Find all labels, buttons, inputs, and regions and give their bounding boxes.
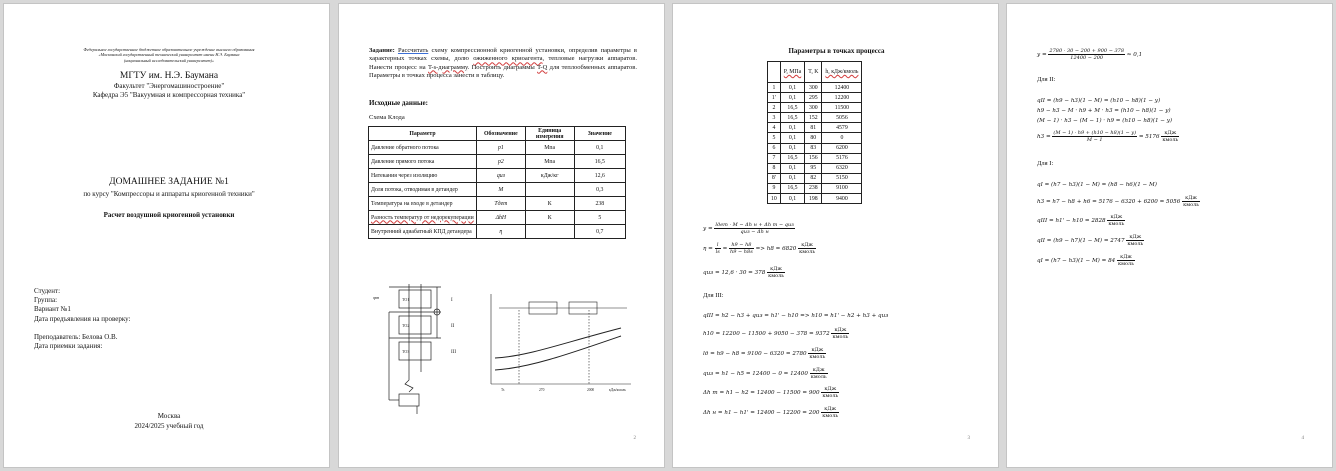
formula-y-denominator: qиз − Δh н [740,229,769,235]
formula-I-1 [1037,182,1157,189]
header-point [768,62,781,83]
unit-den: кмоль [832,334,849,340]
cell-point: 8' [768,173,781,183]
cell-point: 1' [768,93,781,103]
formula-II-3-text: (M − 1) · h3 − (M − 1) · h9 = (h10 − h8)(1 − y) [1037,118,1173,124]
unit-den: кмоль [822,413,839,419]
formula-II-4-num: (M − 1) · h9 + (h10 − h8)(1 − y) [1053,130,1137,136]
cell-temperature: 295 [805,93,822,103]
param-symbol: ΔhН [476,211,525,225]
table-row [768,173,862,183]
table-row [768,93,862,103]
formula-II-1 [1037,98,1160,105]
unit-fraction [810,367,828,380]
university-block [38,71,300,99]
param-value: 0,7 [574,225,625,239]
page-number: 2 [633,436,636,441]
org-line-1: Федеральное государственное бюджетное образовательное учреждение высшего образования [83,47,255,52]
cell-enthalpy: 12200 [822,93,862,103]
param-value: 0,3 [574,183,625,197]
department: Кафедра Э5 "Вакуумная и компрессорная техника" [92,90,246,99]
task-word: Рассчитать [397,47,429,54]
formula-III-2-text: h10 = 12200 − 11500 + 9050 − 378 = 9372 [703,331,830,337]
header-parameter: Параметр [369,127,477,141]
cell-point: 6 [768,143,781,153]
cell-temperature: 80 [805,133,822,143]
table-row [369,155,626,169]
unit-num: кДж [1182,195,1200,202]
formula-I-4 [1037,234,1144,247]
cell-temperature: 198 [805,194,822,204]
cell-enthalpy: 5150 [822,173,862,183]
table-header-row [768,62,862,83]
unit-fraction [1182,195,1200,208]
table-row [369,225,626,239]
unit-fraction [1126,234,1144,247]
t-q-chart [491,294,631,384]
formula-III-3-text: lд = h9 − h8 = 9100 − 6320 = 2780 [703,351,807,357]
work-title: Расчет воздушной криогенной установки [103,211,235,219]
unit-den: кмоль [810,374,827,380]
formula-eta-num-2: h9 − h8 [729,242,754,249]
points-table [767,61,862,204]
cell-temperature: 300 [805,103,822,113]
formula-III-6 [703,406,839,419]
formula-y-lhs: y = [1037,52,1047,58]
formula-I-5 [1037,254,1135,267]
points-table-title: Параметры в точках процесса [788,47,885,55]
formula-I-3-text: qIII = h1' − h10 = 2828 [1037,218,1106,224]
unit-fraction [821,406,839,419]
date-submit-label: Дата предъявления на проверку: [34,314,131,323]
param-name: Доля потока, отводимая в детандер [369,183,477,197]
unit-num: кДж [1126,234,1144,241]
unit-den: кмоль [1127,241,1144,247]
param-symbol: p2 [476,155,525,169]
formula-eta-den-2: h9 − h8s [730,249,753,255]
table-row [768,183,862,193]
cell-temperature: 95 [805,163,822,173]
cell-point: 3 [768,113,781,123]
cell-point: 10 [768,194,781,204]
unit-den: кмоль [799,249,816,255]
header-symbol: Обозначение [476,127,525,141]
param-value: 5 [574,211,625,225]
param-name: Разность температур от недорекуперации [369,211,477,225]
header-unit: Единица измерения [525,127,574,141]
formula-III-3 [703,347,826,360]
formula-III-4-text: qиз = h1 − h5 = 12400 − 0 = 12400 [703,371,808,377]
unit-den: кмоль [809,354,826,360]
formula-III-5 [703,386,839,399]
cell-temperature: 83 [805,143,822,153]
cell-pressure: 16,5 [780,183,804,193]
formula-II-4-fraction [1052,130,1137,143]
unit-fraction [767,266,785,279]
task-text-c: . Построить диаграммы [467,63,538,71]
formula-I-3 [1037,214,1125,227]
roman-2: II [451,324,455,329]
footer-block [24,412,314,431]
param-unit: кДж/кг [525,169,574,183]
chart-x-unit: кДж/кмоль [609,388,626,392]
table-header-row [369,127,626,141]
cell-enthalpy: 6320 [822,163,862,173]
org-line-3: (национальный исследовательский университет)» [123,57,215,63]
he3-label: ТО3 [402,349,410,354]
initial-data-heading: Исходные данные: [369,99,428,107]
cell-pressure: 0,1 [780,93,804,103]
page-2 [338,3,665,468]
formula-II-1-text: qII = (h9 − h3)(1 − M) = (h10 − h8)(1 − y) [1037,98,1161,104]
param-value: 12,6 [574,169,625,183]
task-text-b: , тепловые нагрузки аппаратов. Нанести процесс на [369,55,637,71]
cell-pressure: 16,5 [780,113,804,123]
formula-I-1-text: qI = (h7 − h3)(1 − M) = (h8 − h6)(1 − M) [1037,182,1157,188]
table-row [768,143,862,153]
unit-fraction [1161,130,1179,143]
cell-enthalpy: 5176 [822,153,862,163]
unit-num: кДж [767,266,785,273]
roman-3: III [451,350,456,355]
chart-line-lower [495,336,621,370]
header-pressure: P, МПа [780,62,804,83]
unit-fraction [1107,214,1125,227]
table-row [768,123,862,133]
cell-pressure: 0,1 [780,143,804,153]
cell-enthalpy: 9100 [822,183,862,193]
param-unit: К [525,211,574,225]
formula-III-6-text: Δh н = h1 − h1' = 12400 − 12200 = 200 [703,410,820,416]
cell-temperature: 81 [805,123,822,133]
cell-pressure: 0,1 [780,163,804,173]
table-row [768,194,862,204]
formula-y-denominator: 12400 − 200 [1070,55,1104,61]
unit-den: кмоль [822,393,839,399]
task-wavy-2: T-s-диаграмму [428,63,468,71]
date-accept-label: Дата приемки задания: [34,342,103,351]
scheme-drawing [389,284,441,414]
unit-fraction [831,327,849,340]
formula-II-4-lhs: h3 = [1037,134,1051,140]
param-symbol: Tдет [476,197,525,211]
formula-y-numerator: lдет · M − Δh н + Δh т − qиз [715,222,794,228]
formula-II-3 [1037,118,1172,125]
formula-II-2 [1037,108,1171,115]
formula-eta-fraction-1 [715,242,721,255]
formula-III-2 [703,327,849,340]
cell-pressure: 0,1 [780,173,804,183]
formula-I-5-text: qI = (h7 − h3)(1 − M) = 84 [1037,258,1116,264]
cell-temperature: 300 [805,83,822,93]
document-title: ДОМАШНЕЕ ЗАДАНИЕ №1 [109,177,229,187]
unit-num: кДж [798,242,816,249]
formula-eta-num-1: l [715,242,721,249]
param-unit: К [525,197,574,211]
table-row [768,133,862,143]
param-name: Внутренний адиабатный КПД детандера [369,225,477,239]
cell-enthalpy: 11500 [822,103,862,113]
formula-III-5-text: Δh т = h1 − h2 = 12400 − 11500 = 900 [703,390,820,396]
academic-year: 2024/2025 учебный год [134,421,204,430]
table-row [768,103,862,113]
task-wavy-1: ожиженного криоагента [473,55,543,63]
formula-II-4-den: M − 1 [1086,137,1103,143]
course-name: по курсу "Компрессоры и аппараты криогенной техники" [83,189,255,198]
unit-den: кмоль [1183,202,1200,208]
formula-y-fraction [1048,48,1125,61]
unit-num: кДж [808,347,826,354]
formula-II-4 [1037,130,1179,143]
task-text-d: для теплообменных аппаратов. Параметры в точках процесса занести в таблицу. [369,63,637,79]
formula-qiz-text: qиз = 12,6 · 30 = 378 [703,270,766,276]
param-unit [525,225,574,239]
table-row [369,183,626,197]
formula-eta-fraction-2 [729,242,754,255]
param-symbol: η [476,225,525,239]
q-ext-label: qвн [373,295,380,300]
param-name: Натекания через изоляцию [369,169,477,183]
unit-num: кДж [821,386,839,393]
param-value: 0,1 [574,141,625,155]
scheme-label: Схема Клода [369,114,405,121]
unit-fraction [1117,254,1135,267]
cell-pressure: 0,1 [780,133,804,143]
unit-fraction [798,242,816,255]
formula-y-numerator: 2780 · 30 − 200 + 900 − 378 [1049,48,1125,54]
unit-num: кДж [1161,130,1179,137]
task-label: Задание: [369,47,395,54]
cell-enthalpy: 0 [822,133,862,143]
unit-num: кДж [1117,254,1135,261]
faculty: Факультет "Энергомашиностроение" [113,82,225,90]
cell-enthalpy: 6200 [822,143,862,153]
unit-den: кмоль [1118,261,1134,267]
formula-I-4-text: qII = (h9 − h7)(1 − M) = 2747 [1037,238,1125,244]
cell-point: 8 [768,163,781,173]
section-III-heading: Для III: [703,292,724,299]
param-name: Давление обратного потока [369,141,477,155]
claude-cycle-diagram [369,282,637,422]
cell-enthalpy: 12400 [822,83,862,93]
formula-II-2-text: h9 − h3 − M · h9 + M · h3 = (h10 − h8)(1 − y) [1037,108,1171,114]
cell-pressure: 0,1 [780,83,804,93]
param-unit [525,183,574,197]
formula-qiz [703,266,785,279]
unit-fraction [821,386,839,399]
cell-enthalpy: 5056 [822,113,862,123]
org-line-2: «Московский государственный технический университет имени Н.Э. Баумана [98,52,240,58]
param-unit: Мпа [525,141,574,155]
cell-point: 5 [768,133,781,143]
table-row [768,83,862,93]
table-row [768,153,862,163]
formula-eta [703,242,816,255]
cell-temperature: 238 [805,183,822,193]
formula-eta-den-1: ls [715,249,720,255]
unit-den: кмоль [1162,137,1179,143]
unit-den: кмоль [1108,221,1125,227]
page-1 [3,3,330,468]
formula-I-2-text: h3 = h7 − h8 + h6 = 5176 − 6320 + 6200 = 5056 [1037,199,1181,205]
param-value: 16,5 [574,155,625,169]
formula-eta-lhs: η = [703,246,713,252]
formula-y-value [1037,48,1142,61]
variant-label: Вариант №1 [34,305,71,314]
cell-point: 4 [768,123,781,133]
parameters-table [368,126,626,239]
table-row [369,169,626,183]
section-II-heading: Для II: [1037,76,1056,83]
cell-enthalpy: 4579 [822,123,862,133]
formula-III-4 [703,367,828,380]
cell-temperature: 156 [805,153,822,163]
page-number: 3 [967,436,970,441]
cell-point: 7 [768,153,781,163]
chart-tick-1: Ts [501,388,505,392]
formula-y [703,222,795,235]
table-row [768,163,862,173]
formula-III-1-text: qIII = h2 − h3 + qиз = h1' − h10 => h10 = h1' − h2 + h3 + qиз [703,313,889,319]
task-text-a: схему компрессионной криогенной установки, определив параметры в характерных точках схемы, долю [369,47,637,63]
task-wavy-3: T-Q [537,63,548,71]
chart-tick-2: 270 [539,388,545,392]
formula-I-2 [1037,195,1200,208]
table-row [369,197,626,211]
organization-header [38,47,300,63]
formula-eta-rhs: => h8 = 6820 [755,246,797,252]
unit-num: кДж [810,367,828,374]
param-symbol: M [476,183,525,197]
cell-point: 1 [768,83,781,93]
chart-tick-3: 2000 [587,388,595,392]
student-label: Студент: [34,287,61,295]
header-enthalpy: h, кДж/кмоль [822,62,862,83]
section-I-heading: Для I: [1037,160,1054,167]
formula-II-4-result: = 5176 [1138,134,1160,140]
city: Москва [157,412,181,420]
formula-eta-equals: = [722,246,728,252]
formula-y-result: ≈ 0,1 [1126,52,1143,58]
cell-temperature: 82 [805,173,822,183]
cell-temperature: 152 [805,113,822,123]
unit-num: кДж [831,327,849,334]
he1-label: ТО1 [402,297,410,302]
student-info [34,287,131,351]
formula-III-1 [703,313,888,320]
unit-num: кДж [1107,214,1125,221]
roman-1: I [451,298,453,303]
table-row [369,141,626,155]
cell-pressure: 0,1 [780,123,804,133]
header-value: Значение [574,127,625,141]
he2-label: ТО2 [402,323,410,328]
header-temperature: T, K [805,62,822,83]
teacher-label: Преподаватель: Белова О.В. [34,332,118,341]
cell-point: 9 [768,183,781,193]
group-label: Группа: [34,296,58,305]
table-row [369,211,626,225]
param-unit: Мпа [525,155,574,169]
table-row [768,113,862,123]
formula-y-lhs: y = [703,226,713,232]
page-number: 4 [1301,436,1304,441]
cell-pressure: 16,5 [780,153,804,163]
page-4 [1006,3,1333,468]
university-name: МГТУ им. Н.Э. Баумана [119,71,219,81]
param-name: Давление прямого потока [369,155,477,169]
param-symbol: p1 [476,141,525,155]
formula-y-fraction [714,222,794,235]
cell-pressure: 16,5 [780,103,804,113]
page-3 [672,3,999,468]
document-title-block [24,177,314,200]
param-name: Температура на входе в детандер [369,197,477,211]
cell-enthalpy: 9400 [822,194,862,204]
unit-den: кмоль [768,273,785,279]
cell-pressure: 0,1 [780,194,804,204]
cell-point: 2 [768,103,781,113]
param-symbol: qиз [476,169,525,183]
unit-fraction [808,347,826,360]
task-paragraph [369,47,637,80]
param-value: 238 [574,197,625,211]
unit-num: кДж [821,406,839,413]
